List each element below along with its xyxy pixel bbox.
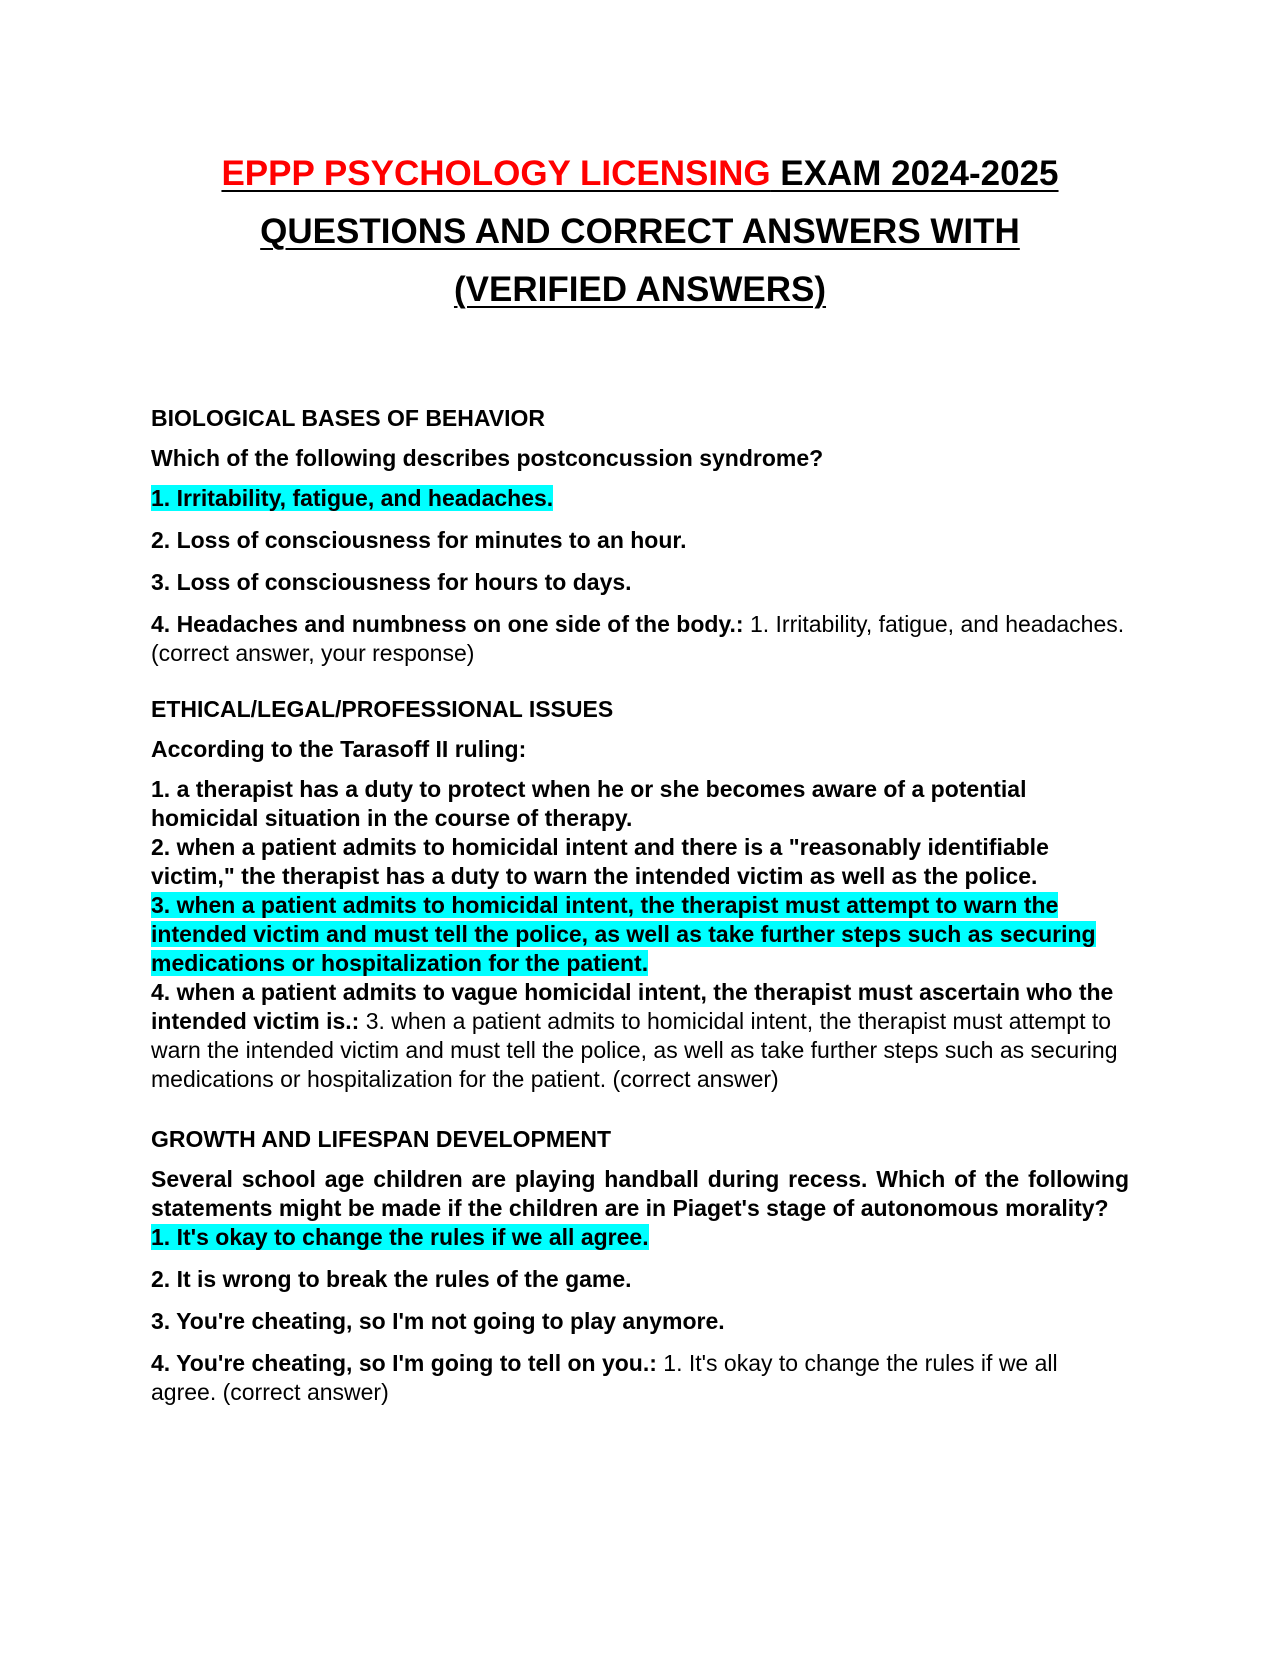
question-text: According to the Tarasoff II ruling:: [151, 736, 527, 762]
highlighted-option: 1. It's okay to change the rules if we all agree.: [151, 1224, 649, 1250]
title-line-2: QUESTIONS AND CORRECT ANSWERS WITH: [260, 212, 1020, 251]
option-3: 3. Loss of consciousness for hours to days.: [151, 569, 632, 595]
question-text: Several school age children are playing handball during recess. Which of the following statements might be made if the children are in Piaget's stage of autonomous morality?: [151, 1166, 1129, 1221]
section-heading: ETHICAL/LEGAL/PROFESSIONAL ISSUES: [151, 696, 614, 722]
document-body: [151, 404, 1129, 1407]
option-4: 4. Headaches and numbness on one side of the body.:: [151, 611, 744, 637]
highlighted-option: 3. when a patient admits to homicidal intent, the therapist must attempt to warn the intended victim and must tell the police, as well as take further steps such as securing medications or hospitalization for the patient.: [151, 892, 1096, 976]
section-heading: GROWTH AND LIFESPAN DEVELOPMENT: [151, 1126, 611, 1152]
title-red-part: EPPP PSYCHOLOGY LICENSING: [221, 154, 771, 193]
section-heading: BIOLOGICAL BASES OF BEHAVIOR: [151, 405, 546, 431]
option-3: [151, 891, 1129, 978]
title-line-1: [150, 145, 1130, 203]
option-2: 2. Loss of consciousness for minutes to an hour.: [151, 527, 687, 553]
option-4-with-answer: [151, 1349, 1129, 1407]
option-3: 3. You're cheating, so I'm not going to play anymore.: [151, 1308, 725, 1334]
title-line-3: (VERIFIED ANSWERS): [453, 270, 827, 309]
option-1: [151, 1223, 1129, 1252]
section-growth: [151, 1125, 1129, 1407]
title-black-part: EXAM 2024-2025: [770, 154, 1059, 193]
section-biological: [151, 404, 1129, 668]
section-spacer: [151, 668, 1129, 695]
section-spacer: [151, 1094, 1129, 1125]
option-2: 2. It is wrong to break the rules of the game.: [151, 1266, 632, 1292]
option-1: [151, 484, 1129, 513]
answer-text: 3. when a patient admits to homicidal intent, the therapist must attempt to warn the intended victim and must tell the police, as well as take further steps such as securing medications or hospitalization for the patient. (correct answer): [151, 1008, 1118, 1092]
option-2: 2. when a patient admits to homicidal intent and there is a "reasonably identifiable victim," the therapist has a duty to warn the intended victim as well as the police.: [151, 834, 1049, 889]
document-title: [150, 145, 1130, 319]
option-4: 4. when a patient admits to vague homicidal intent, the therapist must ascertain who the intended victim is.:: [151, 979, 1114, 1034]
option-4-with-answer: [151, 610, 1129, 668]
option-4: 4. You're cheating, so I'm going to tell on you.:: [151, 1350, 657, 1376]
question-text: Which of the following describes postconcussion syndrome?: [151, 445, 824, 471]
option-4-with-answer: [151, 978, 1129, 1094]
answer-text: 1. Irritability, fatigue, and headaches. (correct answer, your response): [151, 611, 1125, 666]
highlighted-option: 1. Irritability, fatigue, and headaches.: [151, 485, 554, 511]
option-1: 1. a therapist has a duty to protect when he or she becomes aware of a potential homicidal situation in the course of therapy.: [151, 776, 1027, 831]
section-ethical: [151, 695, 1129, 1094]
answer-text: 1. It's okay to change the rules if we all agree. (correct answer): [151, 1350, 1058, 1405]
